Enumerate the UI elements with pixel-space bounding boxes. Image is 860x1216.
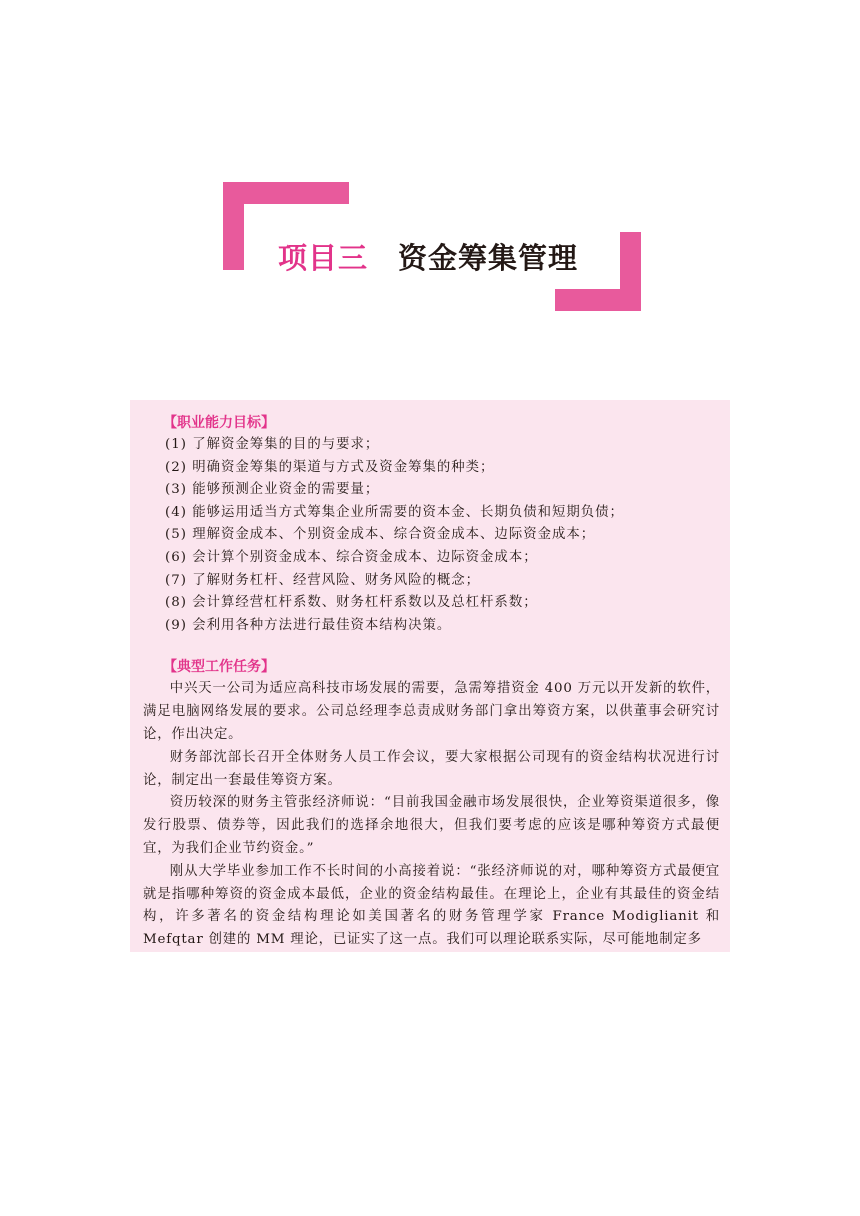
task-paragraph: 刚从大学毕业参加工作不长时间的小高接着说：“张经济师说的对，哪种筹资方式最便宜就是指哪种筹资的资金成本最低，企业的资金结构最佳。在理论上，企业有其最佳的资金结构，许多著名的资金结构理论如美国著名的财务管理学家 France Modiglianit 和 Mefqtar 创建的 MM 理论，已证实了这一点。我们可以理论联系实际，尽可能地制定多 [143, 863, 720, 948]
objective-item: (7) 了解财务杠杆、经营风险、财务风险的概念； [165, 572, 481, 588]
title-bracket-left [223, 182, 244, 270]
objective-item: (3) 能够预测企业资金的需要量； [165, 482, 380, 498]
chapter-name: 资金筹集管理 [398, 241, 579, 275]
objective-item: (8) 会计算经营杠杆系数、财务杠杆系数以及总杠杆系数； [165, 595, 538, 611]
chapter-title [278, 236, 578, 277]
task-paragraph: 资历较深的财务主管张经济师说：“目前我国金融市场发展很快，企业筹资渠道很多，像发行股票、债券等，因此我们的选择余地很大，但我们要考虑的应该是哪种筹资方式最便宜，为我们企业节约资金。” [143, 795, 720, 856]
objective-item: (2) 明确资金筹集的渠道与方式及资金筹集的种类； [165, 459, 495, 475]
task-paragraph: 中兴天一公司为适应高科技市场发展的需要，急需筹措资金 400 万元以开发新的软件，满足电脑网络发展的要求。公司总经理李总责成财务部门拿出筹资方案，以供董事会研究讨论，作出决定。 [143, 681, 720, 742]
task-paragraph: 财务部沈部长召开全体财务人员工作会议，要大家根据公司现有的资金结构状况进行讨论，制定出一套最佳筹资方案。 [143, 749, 720, 788]
objective-item: (4) 能够运用适当方式筹集企业所需要的资本金、长期负债和短期负债； [165, 504, 624, 520]
objective-item: (9) 会利用各种方法进行最佳资本结构决策。 [165, 617, 452, 633]
objective-item: (1) 了解资金筹集的目的与要求； [165, 437, 380, 452]
title-bracket-bottom [555, 289, 641, 311]
content-panel [130, 400, 730, 952]
tasks-body [143, 678, 720, 952]
chapter-number: 项目三 [278, 241, 369, 275]
objective-item: (5) 理解资金成本、个别资金成本、综合资金成本、边际资金成本； [165, 527, 596, 543]
objective-item: (6) 会计算个别资金成本、综合资金成本、边际资金成本； [165, 549, 538, 565]
objectives-heading: 【职业能力目标】 [163, 415, 275, 431]
objectives-list [143, 434, 720, 637]
tasks-heading: 【典型工作任务】 [163, 659, 275, 676]
